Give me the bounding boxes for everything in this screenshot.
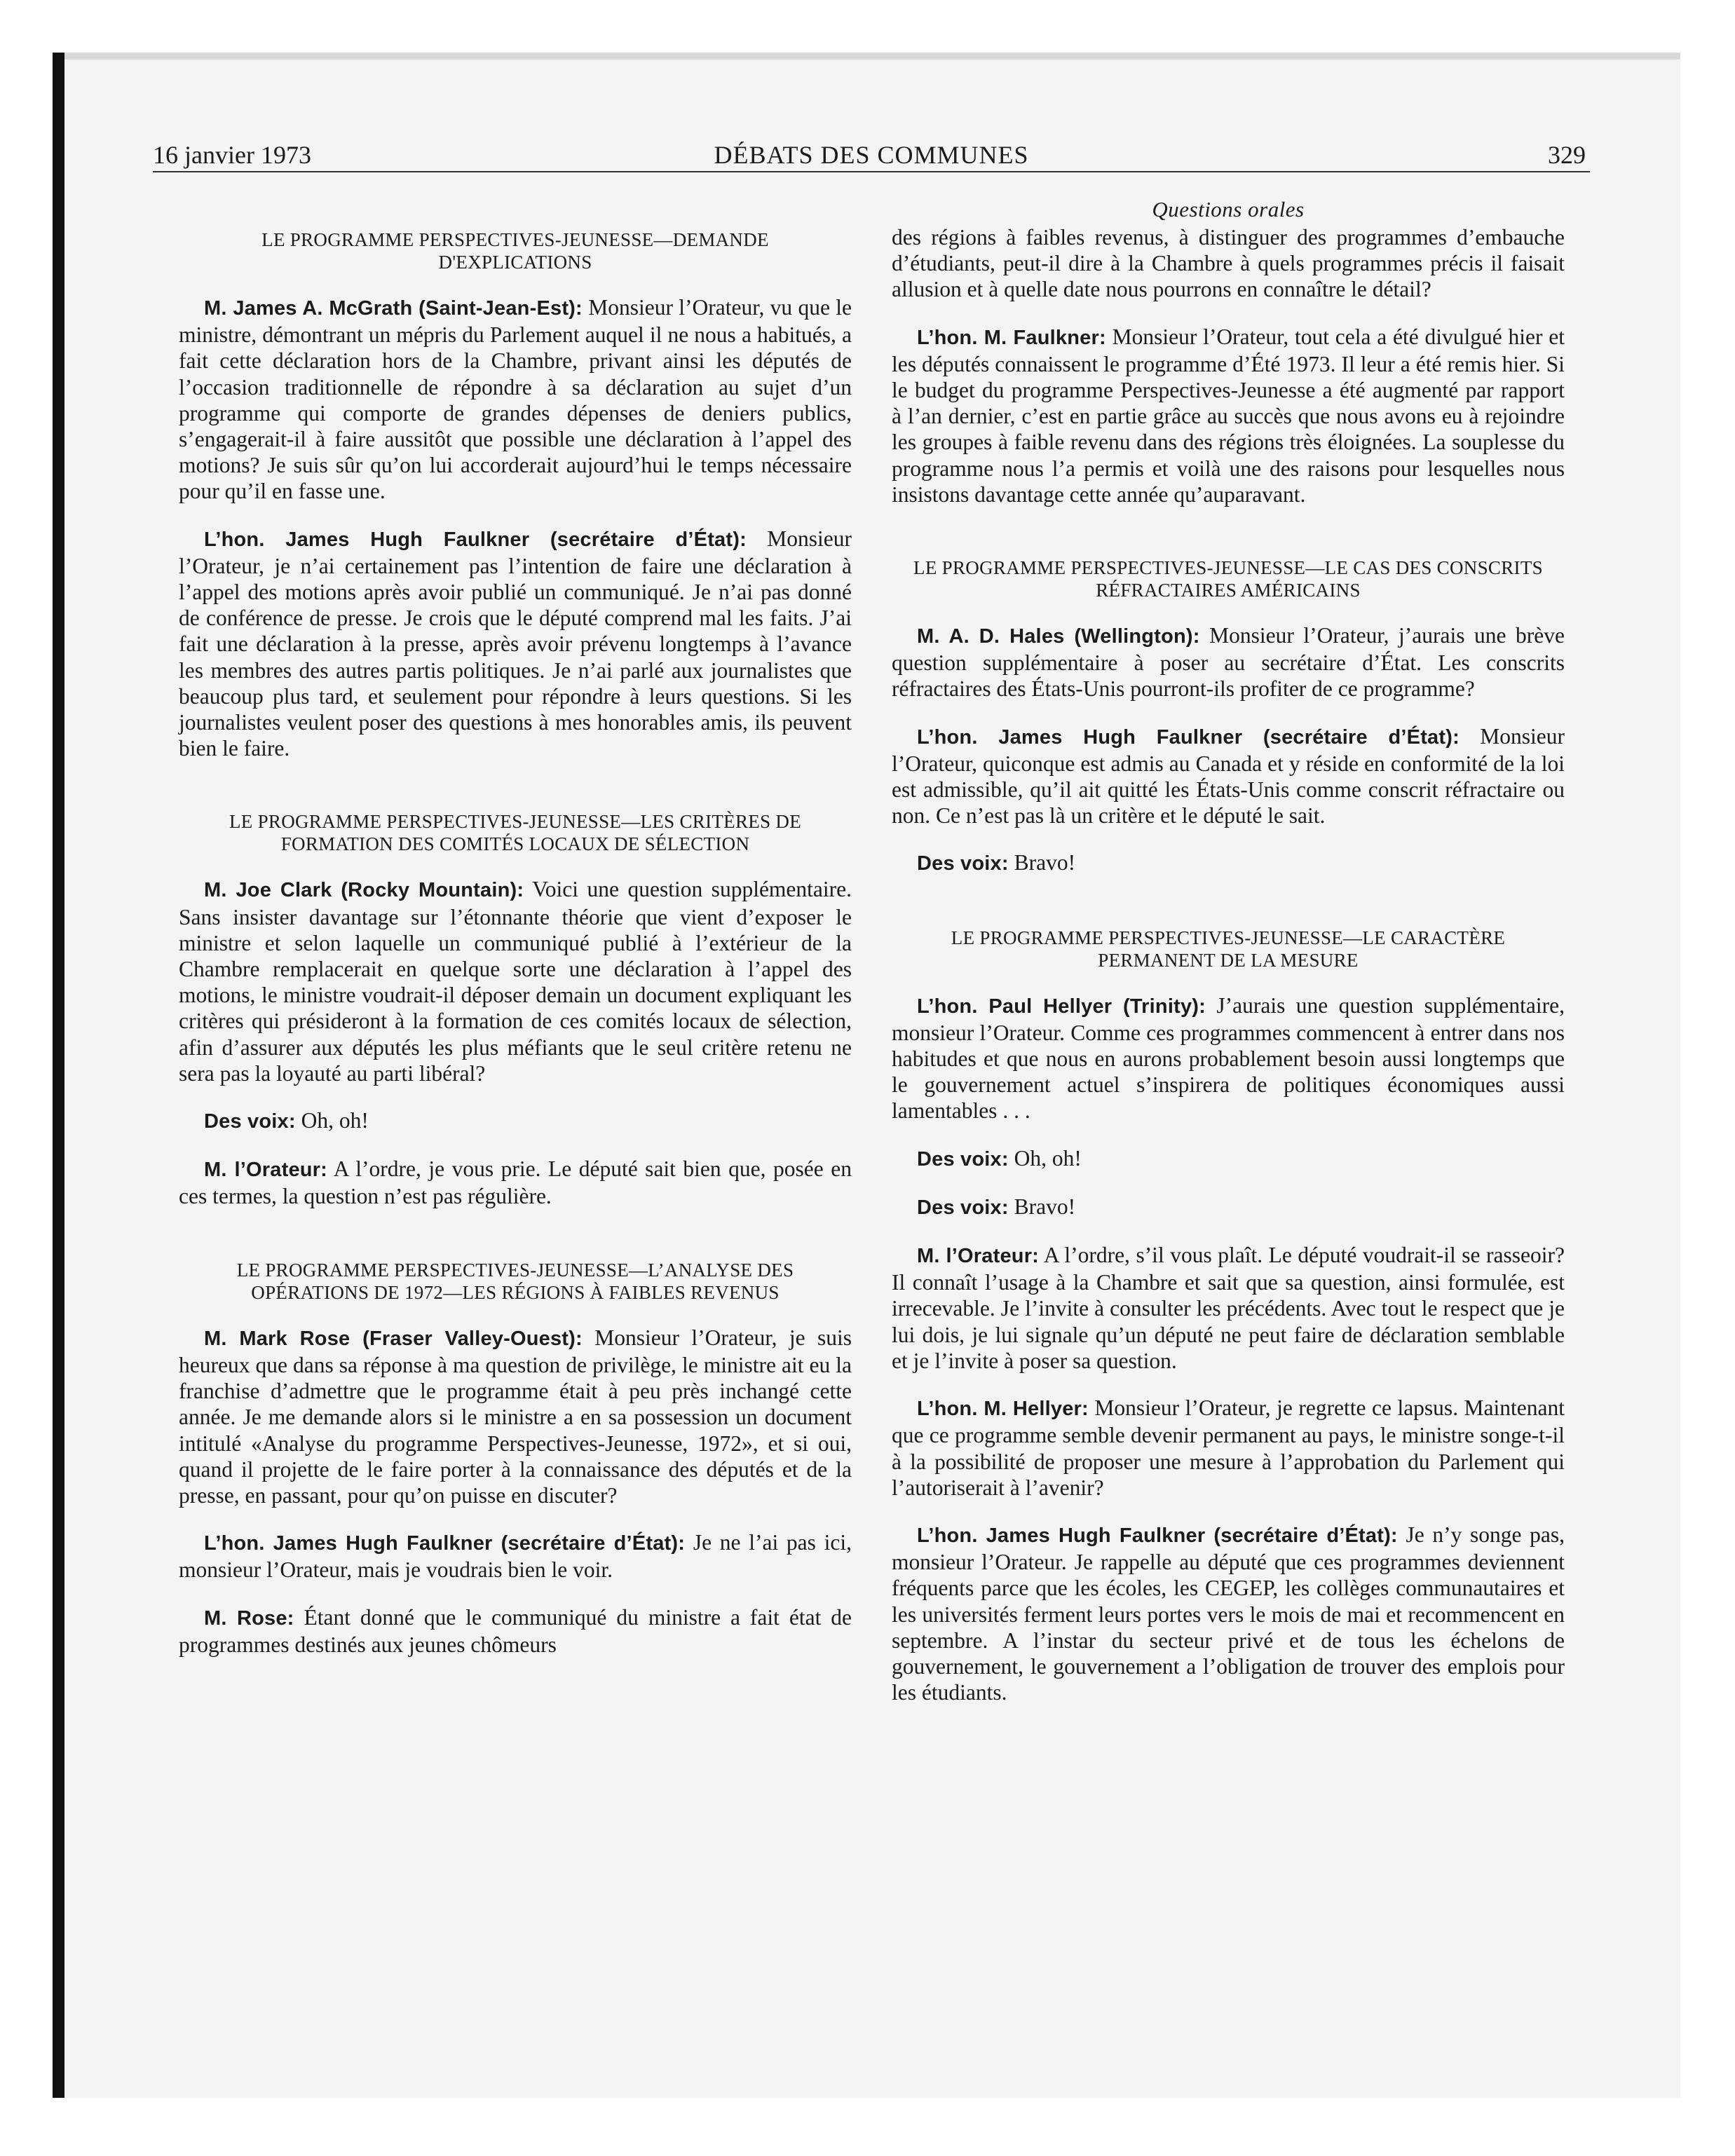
speech-text: Bravo! bbox=[1008, 1194, 1076, 1219]
speech-text: Monsieur l’Orateur, vu que le ministre, démontrant un mépris du Parlement auquel il ne nous a habitués, a fait cette déclaration hors de la Chambre, privant ainsi les députés de l’occasion traditionnelle de répondre à sa déclaration au sujet d’un programme qui comporte de grandes dépenses de deniers publics, s’engagerait-il à faire aussitôt que possible une déclaration à l’appel des motions? Je suis sûr qu’on lui accorderait aujourd’hui le temps nécessaire pour qu’il en fasse une. bbox=[179, 295, 852, 504]
header-title: DÉBATS DES COMMUNES bbox=[714, 141, 1029, 169]
section-title: LE PROGRAMME PERSPECTIVES-JEUNESSE—DEMANDE D'EXPLICATIONS bbox=[261, 229, 769, 273]
speech-paragraph bbox=[892, 324, 1565, 507]
speech-paragraph bbox=[892, 1242, 1565, 1374]
speech-paragraph bbox=[179, 1107, 852, 1135]
left-column bbox=[179, 196, 852, 1679]
column-caption: Questions orales bbox=[1152, 197, 1305, 221]
speaker-name: M. James A. McGrath (Saint-Jean-Est): bbox=[204, 297, 583, 320]
section-title: LE PROGRAMME PERSPECTIVES-JEUNESSE—LES CRITÈRES DE FORMATION DES COMITÉS LOCAUX DE SÉLECTION bbox=[229, 811, 802, 855]
speaker-name: M. A. D. Hales (Wellington): bbox=[917, 625, 1200, 648]
speech-paragraph bbox=[179, 294, 852, 505]
speaker-name: M. l’Orateur: bbox=[917, 1245, 1040, 1268]
speaker-name: M. Joe Clark (Rocky Mountain): bbox=[204, 879, 524, 902]
speaker-name: M. Mark Rose (Fraser Valley-Ouest): bbox=[204, 1327, 583, 1350]
section-title: LE PROGRAMME PERSPECTIVES-JEUNESSE—L’ANALYSE DES OPÉRATIONS DE 1972—LES RÉGIONS À FAIBLES REVENUS bbox=[236, 1259, 794, 1303]
speech-paragraph bbox=[179, 526, 852, 762]
speaker-name: L’hon. James Hugh Faulkner (secrétaire d’État): bbox=[204, 528, 747, 551]
speech-paragraph bbox=[179, 1325, 852, 1508]
speaker-name: Des voix: bbox=[204, 1110, 296, 1133]
speech-text: Monsieur l’Orateur, je regrette ce lapsus. Maintenant que ce programme semble devenir permanent au pays, le ministre songe-t-il à la possibilité de proposer une mesure à l’approbation du Parlement qui l’autoriserait à l’avenir? bbox=[892, 1396, 1565, 1500]
page-header bbox=[153, 139, 1590, 172]
speech-text: A l’ordre, s’il vous plaît. Le député voudrait-il se rasseoir? Il connaît l’usage à la Chambre et sait que sa question, ainsi formulée, est irrecevable. Je l’invite à consulter les précédents. Avec tout le respect que je lui dois, je lui signale qu’un député ne peut faire de déclaration semblable et je l’invite à poser sa question. bbox=[892, 1243, 1565, 1373]
speech-paragraph bbox=[179, 1604, 852, 1658]
speaker-name: L’hon. M. Hellyer: bbox=[917, 1398, 1089, 1421]
speech-paragraph bbox=[892, 224, 1565, 303]
speaker-name: Des voix: bbox=[917, 852, 1009, 875]
speech-text: des régions à faibles revenus, à distinguer des programmes d’embauche d’étudiants, peut-il dire à la Chambre à quels programmes précis il faisait allusion et à quelle date nous pourrons en connaître le détail? bbox=[892, 225, 1565, 302]
speech-text: A l’ordre, je vous prie. Le député sait bien que, posée en ces termes, la question n’est pas régulière. bbox=[179, 1157, 852, 1209]
speech-text: Je n’y songe pas, monsieur l’Orateur. Je rappelle au député que ces programmes deviennent fréquents parce que les écoles, les CEGEP, les collèges communautaires et les universités ferment leurs portes vers le mois de mai et recommencent en septembre. A l’instar du secteur privé et de tous les échelons de gouvernement, le gouvernement a l’obligation de trouver des emplois pour les étudiants. bbox=[892, 1522, 1565, 1705]
speech-paragraph bbox=[179, 1156, 852, 1209]
speech-text: Oh, oh! bbox=[1008, 1145, 1082, 1171]
speech-text: Monsieur l’Orateur, tout cela a été divulgué hier et les députés connaissent le programme d’Été 1973. Il leur a été remis hier. Si le budget du programme Perspectives-Jeunesse a été augmenté par rapport à l’an dernier, c’est en partie grâce au succès que nous avons eu à rejoindre les groupes à faible revenu dans des régions très éloignées. La souplesse du programme nous l’a permis et voilà une des raisons pour lesquelles nous insistons davantage cette année qu’auparavant. bbox=[892, 324, 1565, 507]
speaker-name: M. Rose: bbox=[204, 1606, 294, 1630]
section-title: LE PROGRAMME PERSPECTIVES-JEUNESSE—LE CAS DES CONSCRITS RÉFRACTAIRES AMÉRICAINS bbox=[913, 557, 1543, 601]
speech-text: Étant donné que le communiqué du ministre a fait état de programmes destinés aux jeunes chômeurs bbox=[179, 1604, 852, 1657]
speech-text: Monsieur l’Orateur, je suis heureux que dans sa réponse à ma question de privilège, le ministre ait eu la franchise d’admettre que le programme était à peu près inchangé cette année. Je me demande alors si le ministre a en sa possession un document intitulé «Analyse du programme Perspectives-Jeunesse, 1972», et si oui, quand il projette de le faire porter à la connaissance des députés et de la presse, en passant, pour qu’on puisse en discuter? bbox=[179, 1325, 852, 1508]
speech-paragraph bbox=[892, 992, 1565, 1124]
speaker-name: L’hon. James Hugh Faulkner (secrétaire d’État): bbox=[204, 1532, 686, 1555]
speech-text: Monsieur l’Orateur, je n’ai certainement pas l’intention de faire une déclaration à l’appel des motions après avoir publié un communiqué. Je n’ai pas donné de conférence de presse. Je crois que le député comprend mal les faits. J’ai fait une déclaration à la presse, après avoir prévenu longtemps à l’avance les membres des autres partis politiques. Je n’ai parlé aux journalistes que beaucoup plus tard, et seulement pour répondre à leurs questions. Si les journalistes veulent poser des questions à mes honorables amis, ils peuvent bien le faire. bbox=[179, 526, 852, 761]
speaker-name: L’hon. James Hugh Faulkner (secrétaire d’État): bbox=[917, 725, 1460, 749]
section-title: LE PROGRAMME PERSPECTIVES-JEUNESSE—LE CARACTÈRE PERMANENT DE LA MESURE bbox=[951, 927, 1506, 971]
scan-edge-left bbox=[53, 53, 64, 2098]
scan-edge-top bbox=[53, 53, 1680, 60]
speaker-name: Des voix: bbox=[917, 1196, 1009, 1219]
speech-text: Oh, oh! bbox=[295, 1108, 369, 1133]
header-date: 16 janvier 1973 bbox=[153, 141, 311, 169]
speech-paragraph bbox=[892, 1522, 1565, 1705]
speech-text: Monsieur l’Orateur, j’aurais une brève question supplémentaire à poser au secrétaire d’État. Les conscrits réfractaires des États-Unis pourront-ils profiter de ce programme? bbox=[892, 623, 1565, 702]
speaker-name: L’hon. Paul Hellyer (Trinity): bbox=[917, 995, 1206, 1018]
speech-paragraph bbox=[179, 876, 852, 1086]
speaker-name: L’hon. M. Faulkner: bbox=[917, 326, 1106, 349]
speaker-name: L’hon. James Hugh Faulkner (secrétaire d’État): bbox=[917, 1524, 1398, 1547]
speech-text: Je ne l’ai pas ici, monsieur l’Orateur, mais je voudrais bien le voir. bbox=[179, 1530, 852, 1583]
speech-paragraph bbox=[892, 1145, 1565, 1173]
speech-paragraph bbox=[892, 1395, 1565, 1501]
speaker-name: Des voix: bbox=[917, 1147, 1009, 1171]
speech-paragraph bbox=[892, 723, 1565, 829]
speech-text: J’aurais une question supplémentaire, monsieur l’Orateur. Comme ces programmes commencent à entrer dans nos habitudes et que nous en aurons probablement besoin aussi longtemps que le gouvernement actuel s’inspirera de politiques économiques aussi lamentables . . . bbox=[892, 992, 1565, 1124]
speech-text: Voici une question supplémentaire. Sans insister davantage sur l’étonnante théorie que vient d’exposer le ministre et selon laquelle un communiqué publié à l’extérieur de la Chambre remplacerait en quelque sorte une déclaration à l’appel des motions, le ministre voudrait-il déposer demain un document expliquant les critères qui présideront à la formation de ces comités locaux de sélection, afin d’assurer aux députés les plus méfiants que le seul critère retenu ne sera pas la loyauté au parti libéral? bbox=[179, 877, 852, 1086]
speech-text: Bravo! bbox=[1008, 850, 1076, 875]
speaker-name: M. l’Orateur: bbox=[204, 1159, 328, 1182]
speech-paragraph bbox=[892, 622, 1565, 702]
speech-paragraph bbox=[892, 1194, 1565, 1221]
speech-paragraph bbox=[892, 850, 1565, 877]
speech-text: Monsieur l’Orateur, quiconque est admis au Canada et y réside en conformité de la loi est admissible, qu’il ait quitté les États-Unis comme conscrit réfractaire ou non. Ce n’est pas là un critère et le député le sait. bbox=[892, 723, 1565, 828]
right-column bbox=[892, 196, 1565, 1726]
speech-paragraph bbox=[179, 1529, 852, 1583]
header-page-number: 329 bbox=[1548, 141, 1586, 169]
